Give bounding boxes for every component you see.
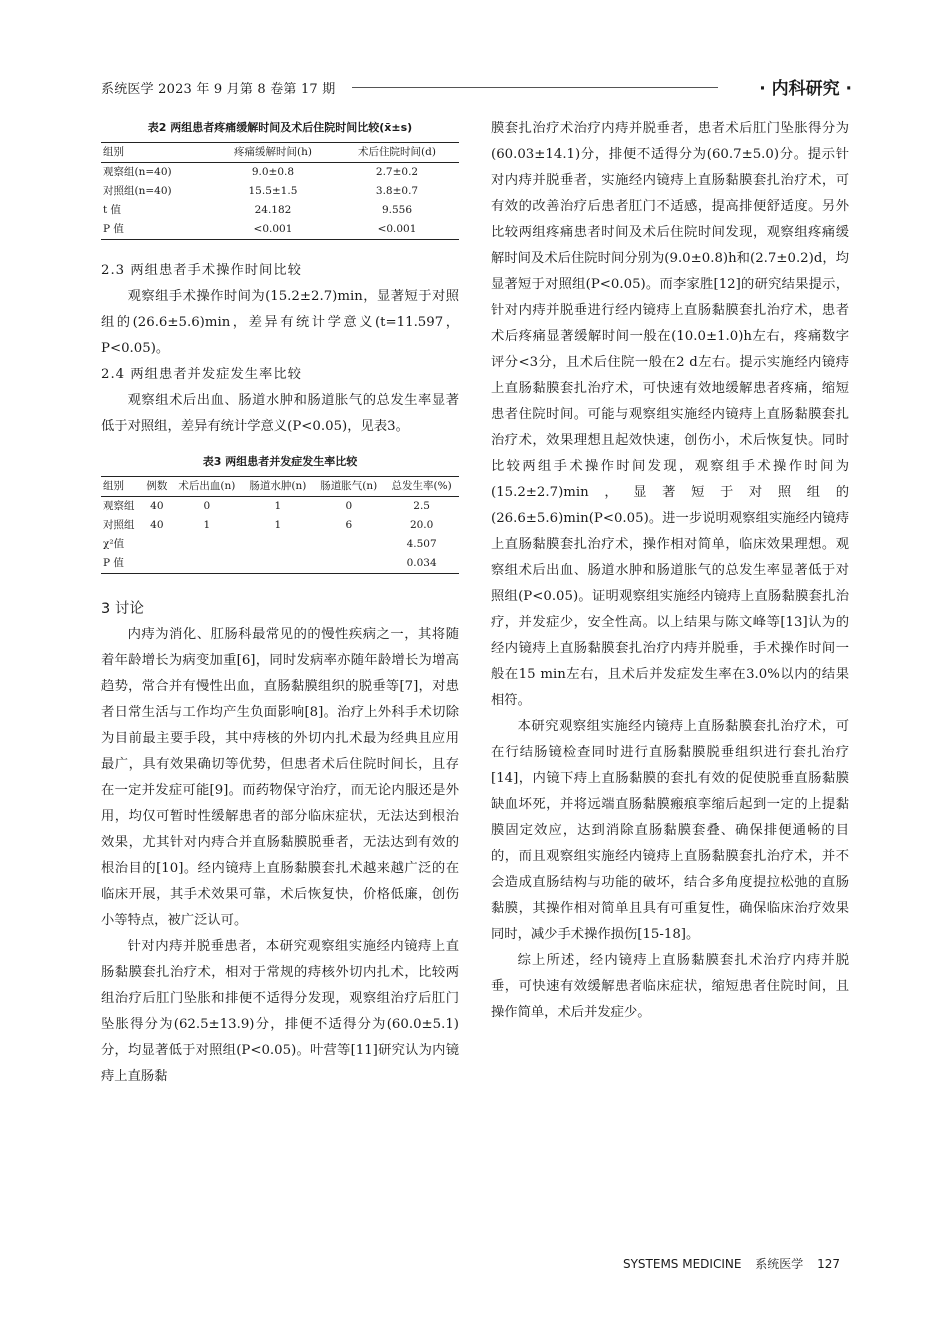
table2-header: 术后住院时间(d) [358,146,436,158]
table2-header-row [101,143,459,163]
table3-header: 组别 [103,480,124,492]
table-cell: 40 [150,500,164,512]
table-cell [142,535,171,554]
table-row [101,201,459,220]
table-cell: 40 [150,519,164,531]
section-3-title: 3 讨论 [101,601,144,617]
table-cell: χ²值 [103,538,125,550]
page-footer [613,1255,840,1272]
table-row [101,554,459,574]
header-rule [352,87,718,88]
table-cell: 2.5 [413,500,430,512]
table-cell: t 值 [103,204,122,216]
table-cell: 20.0 [409,519,434,531]
conclusion-paragraph: 综上所述，经内镜痔上直肠黏膜套扎术治疗内痔并脱垂，可快速有效缓解患者临床症状，缩短患者住院时间，且操作简单，术后并发症少。 [491,953,849,1020]
journal-issue: 系统医学 2023 年 9 月第 8 卷第 17 期 [101,82,336,97]
table3 [101,476,459,574]
table-cell: P 值 [103,557,124,569]
table-cell: <0.001 [253,223,293,235]
section-2-3-paragraph: 观察组手术操作时间为(15.2±2.7)min，显著短于对照组的(26.6±5.6)min，差异有统计学意义(t=11.597，P<0.05)。 [101,289,459,356]
journal-name-en: SYSTEMS MEDICINE [622,1257,742,1271]
table-cell: 9.0±0.8 [251,166,295,178]
table-cell: 对照组 [103,519,135,531]
table-cell: <0.001 [377,223,417,235]
table-cell [313,535,384,554]
table-cell [242,554,313,574]
table-cell: 0 [345,500,353,512]
page-number: 127 [817,1257,840,1271]
table-row [101,182,459,201]
table3-header: 肠道水肿(n) [249,480,307,492]
journal-name-cn: 系统医学 [755,1257,804,1271]
right-column [491,116,849,1026]
discussion-paragraph-4: 本研究观察组实施经内镜痔上直肠黏膜套扎治疗术，可在行结肠镜检查同时进行直肠黏膜脱垂组织进行套扎治疗[14]，内镜下痔上直肠黏膜的套扎有效的促使脱垂直肠黏膜缺血坏死，并将远端直肠黏膜瘢痕挛缩后起到一定的上提黏膜固定效应，达到消除直肠黏膜套叠、确保排便通畅的目的，而且观察组实施经内镜痔上直肠黏膜套扎治疗术，并不会造成直肠结构与功能的破坏，结合多角度提拉松弛的直肠黏膜，其操作相对简单且具有可重复性，确保临床治疗效果同时，减少手术操作损伤[15-18]。 [491,719,849,942]
table2-header: 组别 [103,146,124,158]
table2-caption: 表2 两组患者疼痛缓解时间及术后住院时间比较(x̄±s) [147,121,413,134]
table3-header: 术后出血(n) [178,480,236,492]
section-2-4-title: 2.4 两组患者并发症发生率比较 [101,367,302,382]
table-cell [171,535,242,554]
table-cell: 1 [274,519,282,531]
table-cell: 1 [274,500,282,512]
table-cell: 6 [345,519,353,531]
table-row [101,497,459,517]
table-cell: 观察组(n=40) [103,166,172,178]
table-cell: 4.507 [406,538,437,550]
table-cell: 15.5±1.5 [248,185,298,197]
table-cell: 0.034 [406,557,437,569]
section-2-3-title: 2.3 两组患者手术操作时间比较 [101,263,302,278]
table-cell: 2.7±0.2 [375,166,419,178]
table-cell [171,554,242,574]
table-row [101,516,459,535]
table-cell: 对照组(n=40) [103,185,172,197]
table-cell [242,535,313,554]
table-cell: 3.8±0.7 [375,185,419,197]
section-2-4-paragraph: 观察组术后出血、肠道水肿和肠道胀气的总发生率显著低于对照组，差异有统计学意义(P<0.05)，见表3。 [101,393,459,434]
table-cell: 0 [203,500,211,512]
table-row [101,535,459,554]
table3-header: 总发生率(%) [391,480,452,492]
table3-header-row [101,477,459,497]
table3-caption: 表3 两组患者并发症发生率比较 [202,455,358,468]
section-label: · 内科研究 · [759,79,852,99]
table-cell: P 值 [103,223,124,235]
table3-header: 肠道胀气(n) [320,480,378,492]
table-row [101,220,459,240]
table-cell: 观察组 [103,500,135,512]
table2-header: 疼痛缓解时间(h) [233,146,312,158]
table-cell [313,554,384,574]
table-cell [142,554,171,574]
left-column [101,116,459,1090]
table-row [101,163,459,183]
table2 [101,142,459,240]
table-cell: 9.556 [381,204,413,216]
discussion-paragraph-2: 针对内痔并脱垂患者，本研究观察组实施经内镜痔上直肠黏膜套扎治疗术，相对于常规的痔核外切内扎术，比较两组治疗后肛门坠胀和排便不适得分发现，观察组治疗后肛门坠胀得分为(62.5±13.9)分，排便不适得分为(60.0±5.1)分，均显著低于对照组(P<0.05)。叶营等[11]研究认为内镜痔上直肠黏 [101,939,459,1084]
table-cell: 1 [203,519,211,531]
table-cell: 24.182 [254,204,292,216]
discussion-paragraph-1: 内痔为消化、肛肠科最常见的的慢性疾病之一，其将随着年龄增长为病变加重[6]，同时发病率亦随年龄增长为增高趋势，常合并有慢性出血，直肠黏膜组织的脱垂等[7]，对患者日常生活与工作均产生负面影响[8]。治疗上外科手术切除为目前最主要手段，其中痔核的外切内扎术最为经典且应用最广，具有效果确切等优势，但患者术后住院时间长，且存在一定并发症可能[9]。而药物保守治疗，而无论内服还是外用，均仅可暂时性缓解患者的部分临床症状，无法达到根治效果，尤其针对内痔合并直肠黏膜脱垂者，无法达到有效的根治目的[10]。经内镜痔上直肠黏膜套扎术越来越广泛的在临床开展，其手术效果可靠，术后恢复快，价格低廉，创伤小等特点，被广泛认可。 [101,627,459,928]
discussion-paragraph-3: 膜套扎治疗术治疗内痔并脱垂者，患者术后肛门坠胀得分为(60.03±14.1)分，排便不适得分为(60.7±5.0)分。提示针对内痔并脱垂者，实施经内镜痔上直肠黏膜套扎治疗术，可有效的改善治疗后患者肛门不适感，提高排便舒适度。另外比较两组疼痛患者时间及术后住院时间发现，观察组疼痛缓解时间及术后住院时间分别为(9.0±0.8)h和(2.7±0.2)d，均显著短于对照组(P<0.05)。而李家胜[12]的研究结果提示，针对内痔并脱垂进行经内镜痔上直肠黏膜套扎治疗术，患者术后疼痛显著缓解时间一般在(10.0±1.0)h左右，疼痛数字评分<3分，且术后住院一般在2 d左右。提示实施经内镜痔上直肠黏膜套扎治疗术，可快速有效地缓解患者疼痛，缩短患者住院时间。可能与观察组实施经内镜痔上直肠黏膜套扎治疗术，效果理想且起效快速，创伤小，术后恢复快。同时比较两组手术操作时间发现，观察组手术操作时间为(15.2±2.7)min，显著短于对照组的(26.6±5.6)min(P<0.05)。进一步说明观察组实施经内镜痔上直肠黏膜套扎治疗术，操作相对简单，临床效果理想。观察组术后出血、肠道水肿和肠道胀气的总发生率显著低于对照组(P<0.05)。证明观察组实施经内镜痔上直肠黏膜套扎治疗，并发症少，安全性高。以上结果与陈文峰等[13]认为的经内镜痔上直肠黏膜套扎治疗内痔并脱垂，手术操作时间一般在15 min左右，且术后并发症发生率在3.0%以内的结果相符。 [491,121,849,708]
table3-header: 例数 [146,480,168,492]
